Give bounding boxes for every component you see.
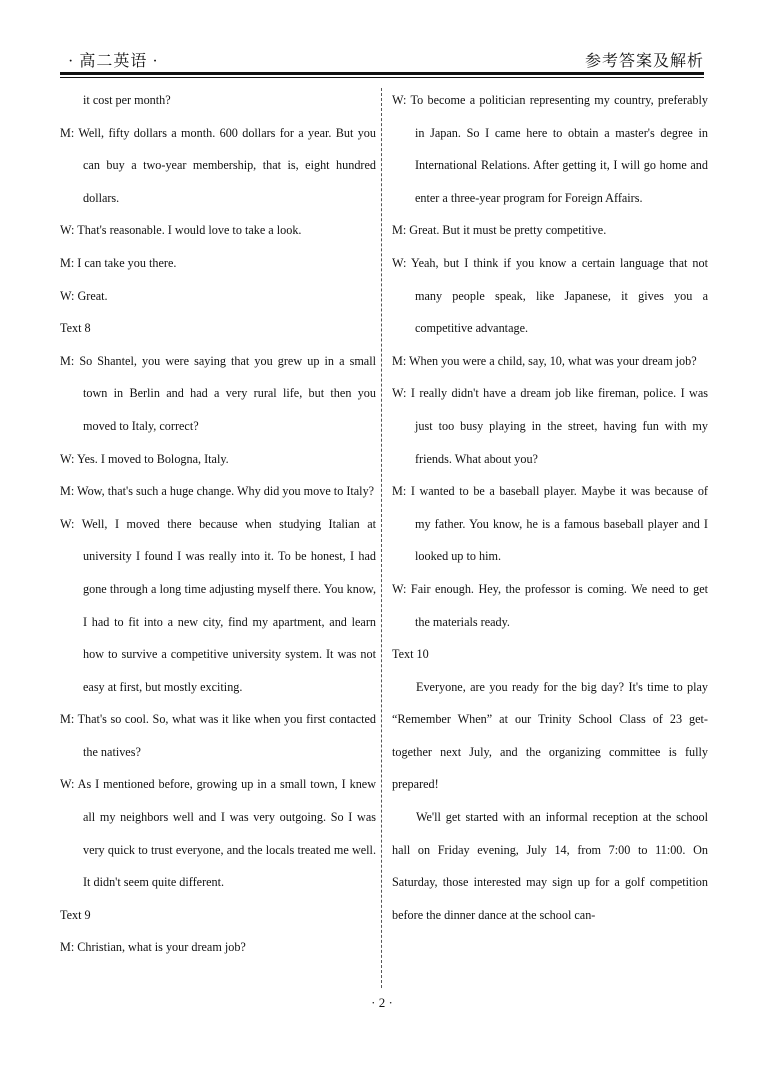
section-heading: Text 9 bbox=[60, 907, 91, 922]
header-subject: · 高二英语 · bbox=[68, 53, 159, 70]
right-column bbox=[392, 84, 708, 931]
transcript-paragraph: W: Yeah, but I think if you know a certain language that not many people speak, like Japanese, it gives you a competitive advantage. bbox=[392, 255, 708, 336]
transcript-paragraph: M: Wow, that's such a huge change. Why did you move to Italy? bbox=[60, 484, 375, 499]
transcript-paragraph: M: Great. But it must be pretty competitive. bbox=[392, 223, 607, 238]
transcript-paragraph: M: When you were a child, say, 10, what was your dream job? bbox=[392, 353, 697, 368]
header-section-title: 参考答案及解析 bbox=[584, 53, 704, 70]
section-heading: Text 8 bbox=[60, 321, 91, 336]
section-heading: Text 10 bbox=[392, 647, 429, 662]
transcript-paragraph: W: That's reasonable. I would love to take a look. bbox=[60, 223, 302, 238]
header-rule-thin bbox=[60, 77, 704, 78]
header-rule-thick bbox=[60, 72, 704, 75]
transcript-paragraph: M: I wanted to be a baseball player. Maybe it was because of my father. You know, he is a famous baseball player and I looked up to him. bbox=[392, 484, 708, 564]
transcript-paragraph: W: Yes. I moved to Bologna, Italy. bbox=[60, 451, 229, 466]
transcript-paragraph: We'll get started with an informal reception at the school hall on Friday evening, July 14, from 7:00 to 11:00. On Saturday, those interested may sign up for a golf competition before the dinner dance at the school can- bbox=[392, 810, 708, 922]
transcript-paragraph: M: That's so cool. So, what was it like when you first contacted the natives? bbox=[60, 712, 376, 759]
transcript-paragraph: W: Great. bbox=[60, 288, 108, 303]
page-number: · 2 · bbox=[371, 995, 393, 1010]
transcript-paragraph: Everyone, are you ready for the big day? It's time to play “Remember When” at our Trinity School Class of 23 get-together next July, and the organizing committee is fully prepared! bbox=[392, 679, 708, 792]
left-column bbox=[60, 84, 376, 964]
transcript-paragraph: M: I can take you there. bbox=[60, 255, 177, 270]
transcript-paragraph: W: As I mentioned before, growing up in a small town, I knew all my neighbors well and I was very outgoing. So I was very quick to trust everyone, and the locals treated me well. It didn't seem quite different. bbox=[60, 777, 376, 890]
transcript-paragraph: M: Christian, what is your dream job? bbox=[60, 940, 246, 955]
transcript-paragraph: M: Well, fifty dollars a month. 600 dollars for a year. But you can buy a two-year membership, that is, eight hundred dollars. bbox=[60, 125, 376, 205]
transcript-paragraph: M: So Shantel, you were saying that you grew up in a small town in Berlin and had a very rural life, but then you moved to Italy, correct? bbox=[60, 353, 376, 433]
transcript-paragraph: W: Well, I moved there because when studying Italian at university I found I was really into it. To be honest, I had gone through a long time adjusting myself there. You know, I had to fit into a new city, find my apartment, and learn how to survive a competitive university system. It was not easy at first, but mostly exciting. bbox=[60, 516, 376, 694]
transcript-paragraph: W: To become a politician representing my country, preferably in Japan. So I came here to obtain a master's degree in International Relations. After getting it, I will go home and enter a three-year program for Foreign Affairs. bbox=[392, 93, 708, 205]
transcript-paragraph: W: I really didn't have a dream job like fireman, police. I was just too busy playing in the street, having fun with my friends. What about you? bbox=[392, 386, 708, 466]
page-header bbox=[60, 44, 704, 74]
column-divider bbox=[381, 88, 382, 988]
transcript-paragraph: W: Fair enough. Hey, the professor is coming. We need to get the materials ready. bbox=[392, 581, 708, 629]
transcript-paragraph: it cost per month? bbox=[83, 93, 171, 107]
